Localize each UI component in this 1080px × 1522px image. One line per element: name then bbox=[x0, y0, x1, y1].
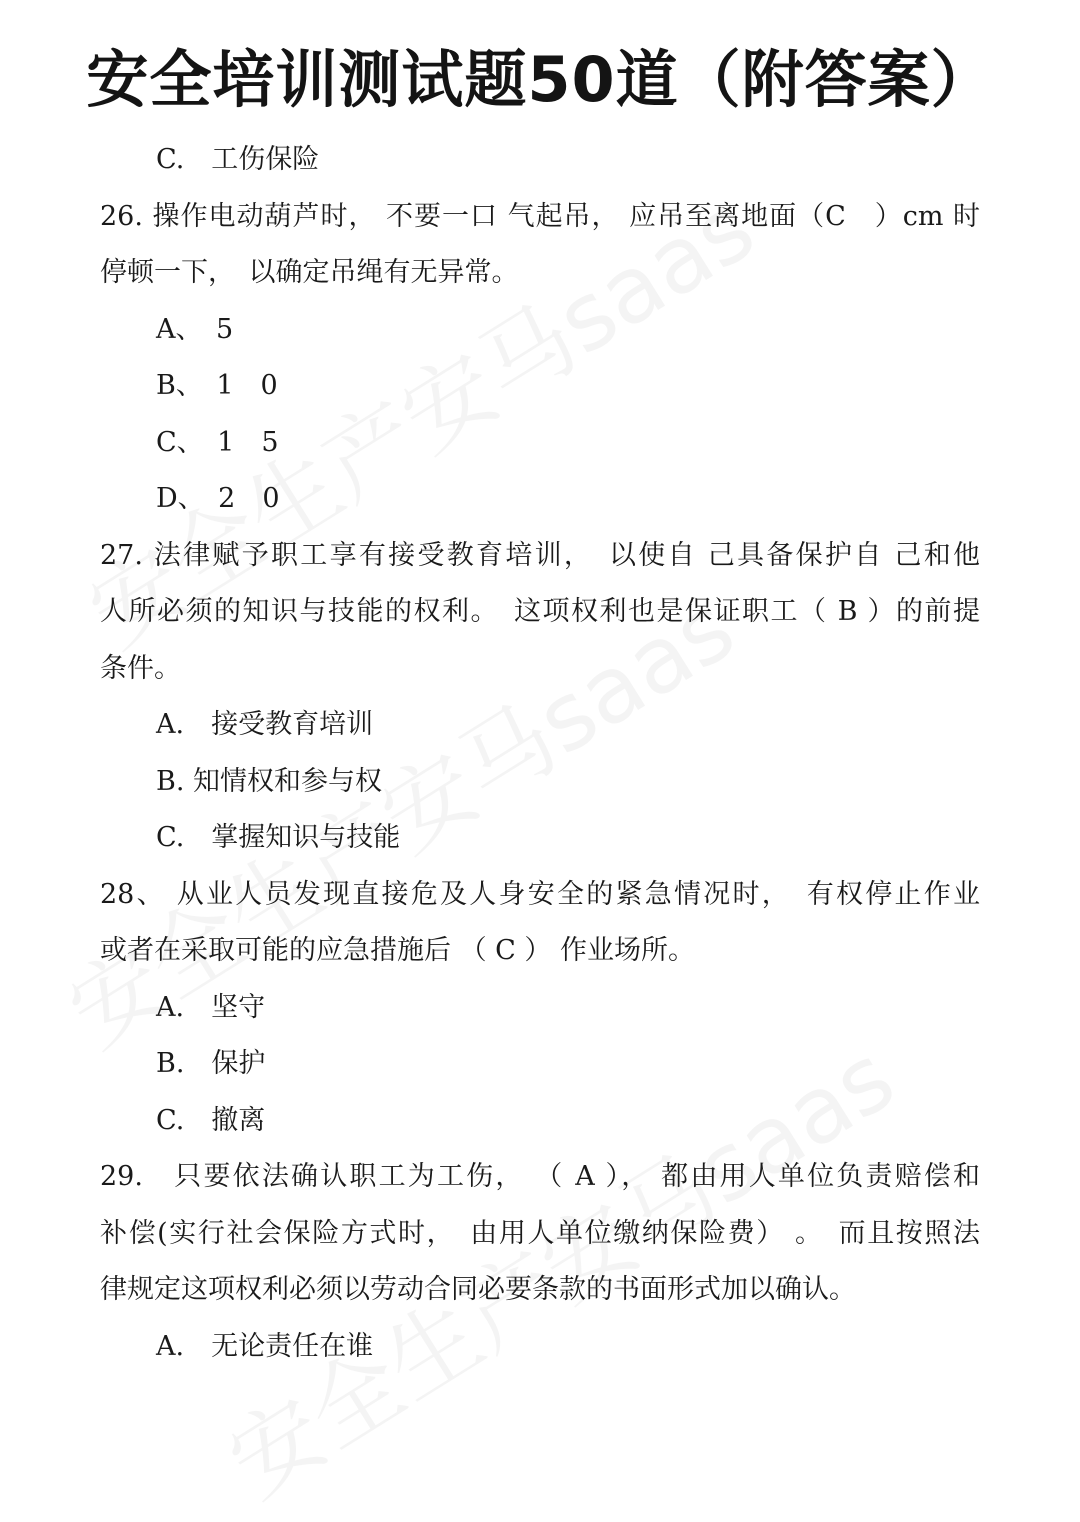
answer-option: C、 1 5 bbox=[156, 426, 279, 458]
question-text-line: 补偿(实行社会保险方式时， 由用人单位缴纳保险费） 。 而且按照法 bbox=[100, 1217, 980, 1249]
question-text-line: 27. 法律赋予职工享有接受教育培训， 以使自 己具备保护自 己和他 bbox=[100, 539, 980, 571]
answer-option: B、 1 0 bbox=[156, 370, 278, 401]
answer-option: C. 撤离 bbox=[156, 1104, 266, 1136]
answer-option: C. 掌握知识与技能 bbox=[156, 822, 401, 853]
question-text-line: 26. 操作电动葫芦时， 不要一口 气起吊， 应吊至离地面（C ）cm 时 bbox=[100, 200, 980, 232]
page-title: 安全培训测试题50道（附答案） bbox=[86, 43, 994, 116]
answer-option: A. 接受教育培训 bbox=[156, 709, 374, 740]
answer-option: D、 2 0 bbox=[156, 483, 280, 514]
question-text-line: 停顿一下， 以确定吊绳有无异常。 bbox=[100, 257, 519, 288]
answer-option: B. 知情权和参与权 bbox=[156, 765, 383, 797]
question-text-line: 29. 只要依法确认职工为工伤， （ A ）， 都由用人单位负责赔偿和 bbox=[100, 1161, 980, 1192]
question-text-line: 律规定这项权利必须以劳动合同必要条款的书面形式加以确认。 bbox=[100, 1274, 856, 1305]
answer-option: A、 5 bbox=[156, 313, 234, 345]
answer-option: B. 保护 bbox=[156, 1048, 266, 1079]
document-body bbox=[100, 132, 980, 1375]
answer-option: A. 坚守 bbox=[156, 991, 266, 1023]
answer-option: C. 工伤保险 bbox=[156, 144, 320, 175]
question-text-line: 28、 从业人员发现直接危及人身安全的紧急情况时， 有权停止作业 bbox=[100, 878, 980, 910]
question-text-line: 条件。 bbox=[100, 652, 181, 684]
answer-option: A. 无论责任在谁 bbox=[156, 1330, 374, 1362]
question-text-line: 人所必须的知识与技能的权利。 这项权利也是保证职工（ B ）的前提 bbox=[100, 596, 980, 627]
question-text-line: 或者在采取可能的应急措施后 （ C ） 作业场所。 bbox=[100, 935, 695, 966]
